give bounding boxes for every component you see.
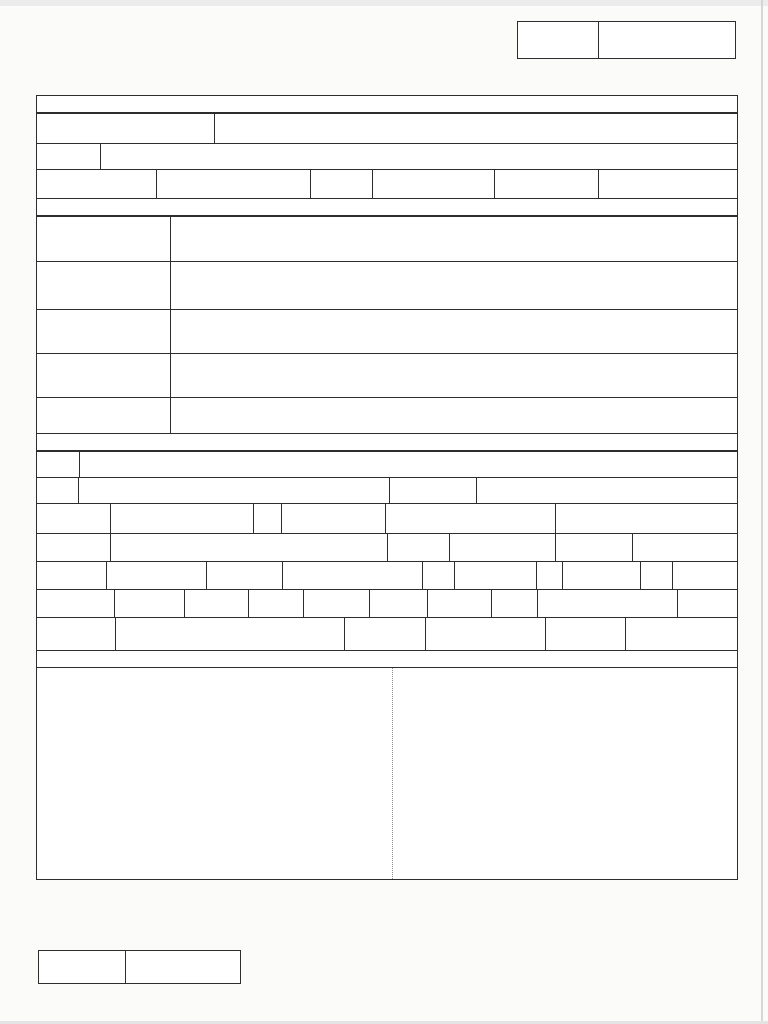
axle-rear-front-value — [370, 590, 428, 617]
displacement-output-label — [538, 590, 678, 617]
user-address-label — [37, 354, 171, 397]
qr-code — [682, 922, 732, 972]
section-remarks-heading — [37, 651, 737, 668]
class-number-value — [626, 618, 737, 650]
owner-address-row — [37, 261, 737, 309]
axle-front-front-value — [115, 590, 185, 617]
vehicle-name-value — [80, 452, 737, 477]
scan-edge-top — [0, 0, 768, 6]
base-location-value — [171, 398, 737, 433]
record-date-box — [517, 21, 736, 59]
model-label — [37, 478, 79, 503]
vehicle-id-label — [39, 951, 126, 983]
expiry-date-label — [495, 170, 599, 198]
displacement-output-value — [678, 590, 737, 617]
reg-number-label — [37, 114, 215, 143]
engine-model-value — [477, 478, 737, 503]
axle-front-front-label — [37, 590, 115, 617]
height-value — [673, 562, 737, 589]
vehicle-id-value — [126, 951, 240, 983]
max-load-label — [556, 534, 633, 561]
first-registration-value — [373, 170, 495, 198]
body-shape-label — [37, 534, 111, 561]
gross-weight-value — [283, 562, 423, 589]
qr-code — [520, 923, 568, 971]
user-address-row — [37, 353, 737, 397]
record-date-value — [599, 22, 735, 58]
axle-rear-front-label — [304, 590, 370, 617]
height-label — [641, 562, 673, 589]
registration-date-label — [37, 170, 157, 198]
user-address-value — [171, 354, 737, 397]
axle-rear-rear-value — [492, 590, 538, 617]
remarks-column-divider — [392, 668, 393, 879]
class-number-label — [546, 618, 626, 650]
type-designation-label — [345, 618, 426, 650]
section-owner-info — [36, 198, 738, 434]
use-type-value — [282, 504, 386, 533]
vehicle-weight-value — [107, 562, 207, 589]
qr-code — [470, 923, 518, 971]
section-remarks — [36, 650, 738, 880]
base-location-row — [37, 397, 737, 433]
base-location-label — [37, 398, 171, 433]
qr-code — [625, 922, 675, 972]
seating-capacity-label — [388, 534, 450, 561]
vehicle-kind-value — [111, 504, 254, 533]
section-vehicle-details — [36, 433, 738, 651]
scan-edge-right — [761, 0, 763, 1024]
ownership-type-label — [386, 504, 556, 533]
vehicle-id-box — [38, 950, 241, 984]
type-designation-value — [426, 618, 546, 650]
record-date-label — [518, 22, 599, 58]
model-value — [79, 478, 390, 503]
gross-weight-label — [207, 562, 283, 589]
seating-capacity-value — [450, 534, 556, 561]
owner-name-row — [37, 216, 737, 261]
section-basic-info — [36, 95, 738, 199]
expiry-date-value — [599, 170, 737, 198]
chassis-number-label — [37, 144, 101, 169]
chassis-number-value — [101, 144, 737, 169]
axle-front-rear-label — [185, 590, 249, 617]
fuel-type-label — [37, 618, 116, 650]
fuel-type-value — [116, 618, 345, 650]
user-name-label — [37, 310, 171, 353]
registration-date-value — [157, 170, 311, 198]
owner-name-value — [171, 217, 737, 261]
ownership-type-value — [556, 504, 737, 533]
body-shape-value — [111, 534, 388, 561]
width-label — [537, 562, 563, 589]
first-registration-label — [311, 170, 373, 198]
vehicle-weight-label — [37, 562, 107, 589]
vehicle-kind-label — [37, 504, 111, 533]
axle-rear-rear-label — [428, 590, 492, 617]
length-value — [455, 562, 537, 589]
reg-number-value — [215, 114, 737, 143]
owner-name-label — [37, 217, 171, 261]
section-owner-heading — [37, 199, 737, 216]
certificate-body — [36, 95, 738, 880]
owner-address-value — [171, 262, 737, 309]
section-vehicle-heading — [37, 434, 737, 451]
user-name-value — [171, 310, 737, 353]
use-type-label — [254, 504, 282, 533]
length-label — [423, 562, 455, 589]
remarks-body — [37, 668, 737, 879]
width-value — [563, 562, 641, 589]
user-name-row — [37, 309, 737, 353]
max-load-value — [633, 534, 737, 561]
qr-code — [420, 923, 468, 971]
vehicle-name-label — [37, 452, 80, 477]
owner-address-label — [37, 262, 171, 309]
engine-model-label — [390, 478, 477, 503]
axle-front-rear-value — [249, 590, 304, 617]
section-basic-heading — [37, 96, 737, 113]
